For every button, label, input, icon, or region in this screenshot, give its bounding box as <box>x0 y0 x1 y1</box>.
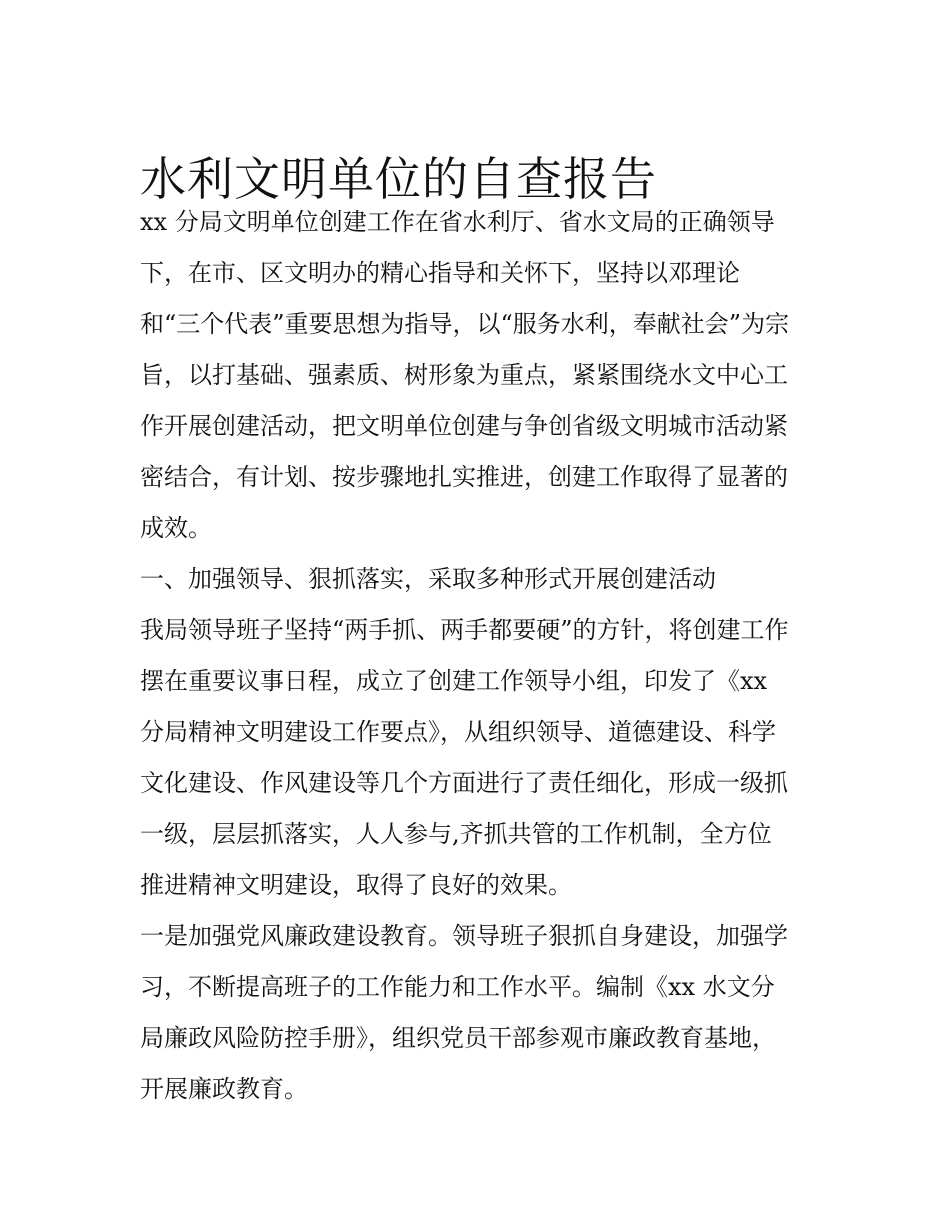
paragraph-line: 下，在市、区文明办的精心指导和关怀下，坚持以邓理论 <box>140 259 740 287</box>
paragraph-line: 密结合，有计划、按步骤地扎实推进，创建工作取得了显著的 <box>140 463 788 491</box>
paragraph-line: 分局精神文明建设工作要点》，从组织领导、道德建设、科学 <box>140 718 776 746</box>
paragraph-line: 我局领导班子坚持“两手抓、两手都要硬”的方针，将创建工作 <box>140 616 789 644</box>
paragraph-line: 一是加强党风廉政建设教育。领导班子狠抓自身建设，加强学 <box>140 922 788 950</box>
paragraph-line: 习，不断提高班子的工作能力和工作水平。编制《xx 水文分 <box>140 973 775 1001</box>
paragraph-line: 作开展创建活动，把文明单位创建与争创省级文明城市活动紧 <box>140 412 788 440</box>
paragraph-line: 和“三个代表”重要思想为指导，以“服务水利，奉献社会”为宗 <box>140 310 790 338</box>
paragraph-line: 成效。 <box>140 514 212 542</box>
paragraph-line: 文化建设、作风建设等几个方面进行了责任细化，形成一级抓 <box>140 769 788 797</box>
paragraph-line: 推进精神文明建设，取得了良好的效果。 <box>140 871 572 899</box>
paragraph-line: 开展廉政教育。 <box>140 1075 308 1103</box>
section-heading: 一、加强领导、狠抓落实，采取多种形式开展创建活动 <box>140 565 716 593</box>
document-title: 水利文明单位的自查报告 <box>140 151 657 206</box>
paragraph-line: 摆在重要议事日程，成立了创建工作领导小组，印发了《xx <box>140 667 768 695</box>
paragraph-line: 局廉政风险防控手册》，组织党员干部参观市廉政教育基地， <box>140 1024 776 1052</box>
paragraph-line: xx 分局文明单位创建工作在省水利厅、省水文局的正确领导 <box>140 208 775 236</box>
paragraph-line: 旨，以打基础、强素质、树形象为重点，紧紧围绕水文中心工 <box>140 361 788 389</box>
paragraph-line: 一级，层层抓落实，人人参与,齐抓共管的工作机制，全方位 <box>140 820 772 848</box>
